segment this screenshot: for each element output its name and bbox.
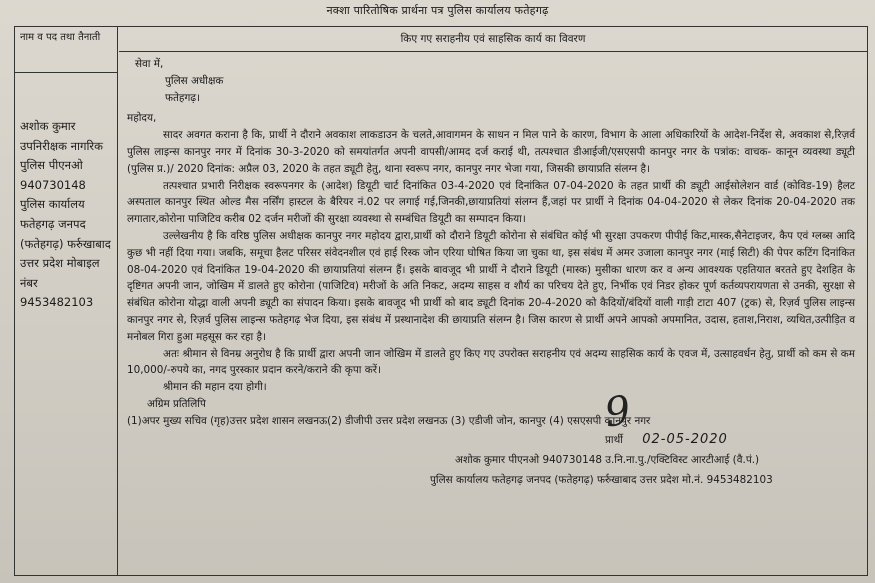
handwritten-signature-mark: 9 bbox=[601, 386, 634, 437]
copy-recipients: (1)अपर मुख्य सचिव (गृह)उत्तर प्रदेश शासन लखनऊ(2) डीजीपी उत्तर प्रदेश लखनऊ (3) एडीजी जोन, कानपुर (4) एसएसपी कानपुर नगर bbox=[127, 414, 651, 427]
signature-date: 02-05-2020 bbox=[642, 431, 728, 447]
closing-line: श्रीमान की महान दया होगी। bbox=[163, 381, 267, 394]
signature-applicant bbox=[605, 432, 728, 449]
form-table bbox=[14, 26, 868, 576]
recipient-address bbox=[127, 56, 855, 106]
salutation: महोदय, bbox=[127, 112, 157, 125]
copy-heading: अग्रिम प्रतिलिपि bbox=[147, 397, 206, 410]
signature-label: प्रार्थी bbox=[605, 433, 623, 446]
applicant-column-header: नाम व पद तथा तैनाती bbox=[15, 27, 117, 73]
paragraph-3: उल्लेखनीय है कि वरिष्ठ पुलिस अधीक्षक कानपुर नगर महोदय द्वारा,प्रार्थी को दौराने डियूटी कोरोना से संबंधित कोई भी सुरक्षा उपकरण पीपीई किट,मास्क,सैनेटाइजर, कैप एवं ग्लब्स आदि कुछ भी नहीं दिया गया। जबकि, समूचा हैलट परिसर संवेदनशील एवं हाई रिस्क जोन एरिया घोषित किया जा चुका था, इस संबंध में अमर उजाला कानपुर नगर (माई सिटी) की पेपर कटिंग दिनांकित 08-04-2020 एवं दिनांकित 19-04-2020 की छायाप्रतियां संलग्न हैं। इसके बावजूद भी प्रार्थी ने दौराने डियूटी (मास्क) मुसीका धारण कर व अन्य आवश्यक एहतियात बरतते हुए देशहित के दृष्टिगत अपनी जान, जोखिम में डालते हुए कोरोना (पाजिटिव) मरीजों के अति निकट, अदम्य साहस व शौर्य का परिचय देते हुए, निर्भीक एवं निडर होकर पूर्ण कर्तव्यपरायणता से उनकी, सुरक्षा से संबंधित कोरोना योद्धा वाली अपनी ड्यूटी का संपादन किया। इसके बावजूद भी प्रार्थी को बाद ड्यूटी दिनांक 20-4-2020 को कैदियों/बंदियों वाली गाड़ी टाटा 407 (ट्रक) से, रिज़र्व पुलिस लाइन्स कानपुर नगर से, रिज़र्व पुलिस लाइन्स फतेहगढ़ भेज दिया, इस संबंध में प्रस्थानादेश की छायाप्रति संलग्न है। जिस कारण से प्रार्थी अपने आपको अपमानित, उदास, हताश,निराश, व्यथित,उत्पीड़ित व मनोबल गिरा हुआ महसूस कर रहा है। bbox=[127, 229, 855, 343]
address-line: फतेहगढ़। bbox=[165, 91, 201, 104]
applicant-details: अशोक कुमार उपनिरीक्षक नागरिक पुलिस पीएनओ 940730148 पुलिस कार्यालय फतेहगढ़ जनपद (फतेहगढ़) फर्रुखाबाद उत्तर प्रदेश मोबाइल नंबर 9453482103 bbox=[20, 119, 111, 310]
paragraph-2: तत्पश्चात प्रभारी निरीक्षक स्वरूपनगर के (आदेश) डियूटी चार्ट दिनांकित 03-4-2020 एवं दिनांकित 07-04-2020 के तहत प्रार्थी की ड्यूटी आईसोलेशन वार्ड (कोविड-19) हैलट अस्पताल कानपुर स्थित ओल्ड मैस नर्सिंग हास्टल के बैरियर नं.02 पर लगाई गई,जिनकी,छायाप्रतियां संलग्न हैं,जहां पर प्रार्थी ने दिनांक 04-04-2020 से लेकर दिनांक 20-04-2020 तक लगातार,कोरोना पाजिटिव करीब 02 दर्जन मरीजों की सुरक्षा व्यवस्था से सम्बंधित डियूटी का सम्पादन किया। bbox=[127, 179, 855, 226]
signature-name-line: अशोक कुमार पीएनओ 940730148 उ.नि.ना.पु./एक्टिविस्ट आरटीआई (वै.पं.) bbox=[455, 453, 760, 466]
address-line: पुलिस अधीक्षक bbox=[165, 74, 224, 87]
application-letter bbox=[119, 52, 867, 500]
applicant-column bbox=[15, 27, 118, 575]
signature-office-line: पुलिस कार्यालय फतेहगढ़ जनपद (फतेहगढ़) फर्रुखाबाद उत्तर प्रदेश मो.नं. 9453482103 bbox=[430, 473, 773, 486]
address-line: सेवा में, bbox=[135, 58, 164, 70]
description-column bbox=[119, 27, 867, 575]
form-title: नक्शा पारितोषिक प्रार्थना पत्र पुलिस कार्यालय फतेहगढ़ bbox=[326, 4, 549, 17]
paragraph-4: अतः श्रीमान से विनम्र अनुरोध है कि प्रार्थी द्वारा अपनी जान जोखिम में डालते हुए किए गए उपरोक्त सराहनीय एवं अदम्य साहसिक कार्य के एवज में, उत्साहवर्धन हेतु, प्रार्थी को कम से कम 10,000/-रुपये का, नगद पुरस्कार प्रदान करने/कराने की कृपा करें। bbox=[127, 347, 855, 377]
paragraph-1: सादर अवगत कराना है कि, प्रार्थी ने दौराने अवकाश लाकडाउन के चलते,आवागमन के साधन न मिल पाने के कारण, विभाग के आला अधिकारियों के आदेश-निर्देश से, अवकाश से,रिज़र्व पुलिस लाइन्स कानपुर नगर में दिनांक 30-3-2020 को समयांतर्गत अपनी वापसी/आमद दर्ज कराई थी, तत्पश्चात डीआईजी/एसएसपी कानपुर नगर के पत्रांक: वाचक- कानून व्यवस्था ड्यूटी (पुलिस प्र.)/ 2020 दिनांक: अप्रैल 03, 2020 के तहत ड्यूटी हेतु, थाना स्वरूप नगर, कानपुर नगर भेजा गया, जिसकी छायाप्रति संलग्न है। bbox=[127, 129, 855, 175]
description-column-header: किए गए सराहनीय एवं साहसिक कार्य का विवरण bbox=[119, 27, 867, 52]
